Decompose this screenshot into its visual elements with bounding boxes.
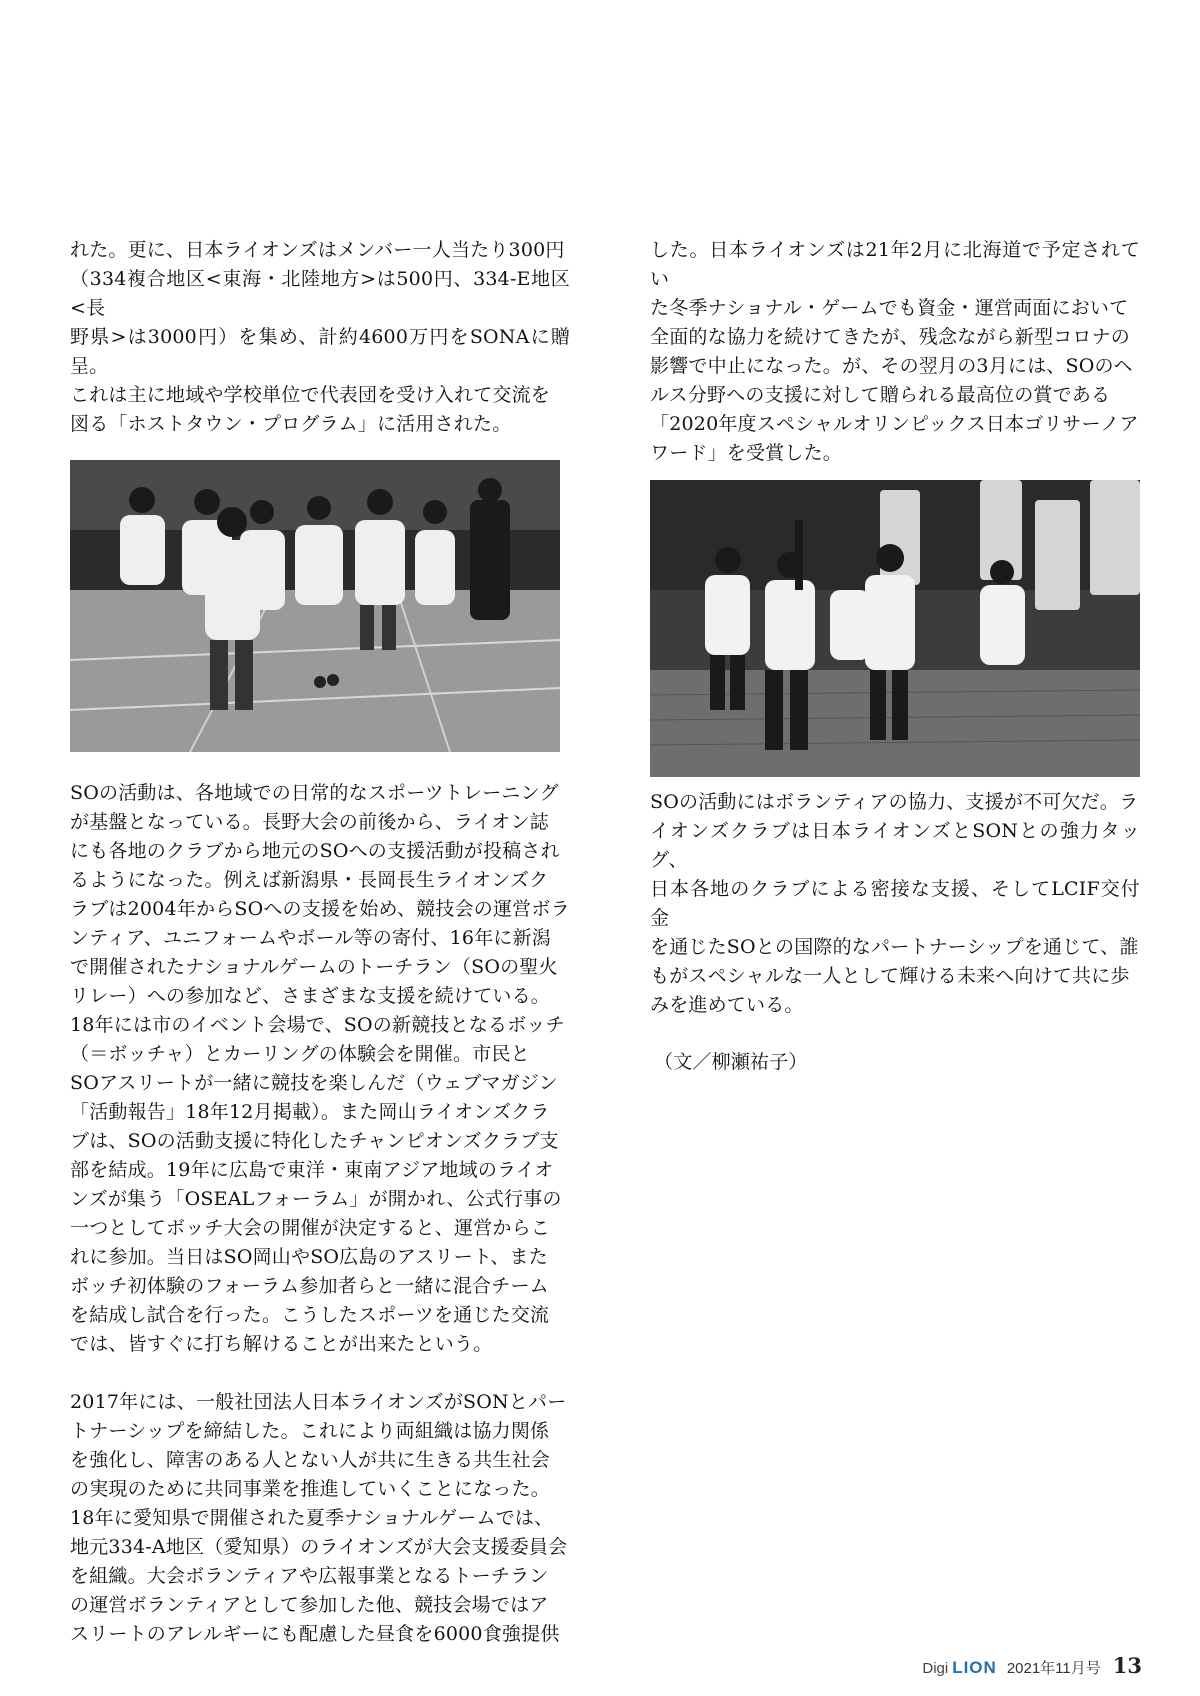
left-body-paragraph-1: SOの活動は、各地域での日常的なスポーツトレーニング が基盤となっている。長野大会の前後から、ライオン誌 にも各地のクラブから地元のSOへの支援活動が投稿され るようになった。例えば新潟県・長岡長生ライオンズク ラブは2004年からSOへの支援を始め、競技会の運営ボラ ンティア、ユニフォームやボール等の寄付、16年に新潟 で開催されたナショナルゲームのトーチラン（SOの聖火 リレー）への参加など、さまざまな支援を続けている。 18年には市のイベント会場で、SOの新競技となるボッチ （＝ボッチャ）とカーリングの体験会を開催。市民と SOアスリートが一緒に競技を楽しんだ（ウェブマガジン 「活動報告」18年12月掲載）。また岡山ライオンズクラ ブは、SOの活動支援に特化したチャンピオンズクラブ支 部を結成。19年に広島で東洋・東南アジア地域のライオ ンズが集う「OSEALフォーラム」が開かれ、公式行事の 一つとしてボッチ大会の開催が決定すると、運営からこ れに参加。当日はSO岡山やSO広島のアスリート、また ボッチ初体験のフォーラム参加者らと一緒に混合チーム を結成し試合を行った。こうしたスポーツを通じた交流 では、皆すぐに打ち解けることが出来たという。 [70,782,570,1355]
left-column [70,236,570,1649]
left-intro-paragraph: れた。更に、日本ライオンズはメンバー一人当たり300円 （334複合地区<東海・北陸地方>は500円、334-E地区<長 野県>は3000円）を集め、計約4600万円をSONAに贈呈。 これは主に地域や学校単位で代表団を受け入れて交流を 図る「ホストタウン・プログラム」に活用された。 [70,239,570,435]
footer-digi-label: Digi [922,1660,949,1677]
right-body-paragraph: SOの活動にはボランティアの協力、支援が不可欠だ。ラ イオンズクラブは日本ライオンズとSONとの強力タッグ、 日本各地のクラブによる密接な支援、そしてLCIF交付金 を通じたSOとの国際的なパートナーシップを通じて、誰 もがスペシャルな一人として輝ける未来へ向けて共に歩 みを進めている。 [650,791,1140,1016]
right-intro-paragraph: した。日本ライオンズは21年2月に北海道で予定されてい た冬季ナショナル・ゲームでも資金・運営両面において 全面的な協力を続けてきたが、残念ながら新型コロナの 影響で中止になった。が、その翌月の3月には、SOのヘ ルス分野への支援に対して贈られる最高位の賞である 「2020年度スペシャルオリンピックス日本ゴリサーノア ワード」を受賞した。 [650,239,1140,464]
torch-run-photo [650,480,1140,777]
left-body-paragraph-2: 2017年には、一般社団法人日本ライオンズがSONとパー トナーシップを締結した。これにより両組織は協力関係 を強化し、障害のある人とない人が共に生きる共生社会 の実現のために共同事業を推進していくことになった。 18年に愛知県で開催された夏季ナショナルゲームでは、 地元334-A地区（愛知県）のライオンズが大会支援委員会 を組織。大会ボランティアや広報事業となるトーチラン の運営ボランティアとして参加した他、競技会場ではア スリートのアレルギーにも配慮した昼食を6000食強提供 [70,1391,568,1645]
footer-issue-date: 2021年11月号 [1006,1660,1101,1677]
bocce-photo-art [70,460,560,752]
page-number: 13 [1112,1653,1142,1678]
right-column [650,236,1140,1077]
page-footer [922,1653,1142,1678]
bocce-training-photo [70,460,560,752]
torch-photo-art [650,480,1140,777]
author-credit: （文／柳瀬祐子） [654,1051,808,1073]
footer-lion-logo: LION [952,1658,997,1677]
